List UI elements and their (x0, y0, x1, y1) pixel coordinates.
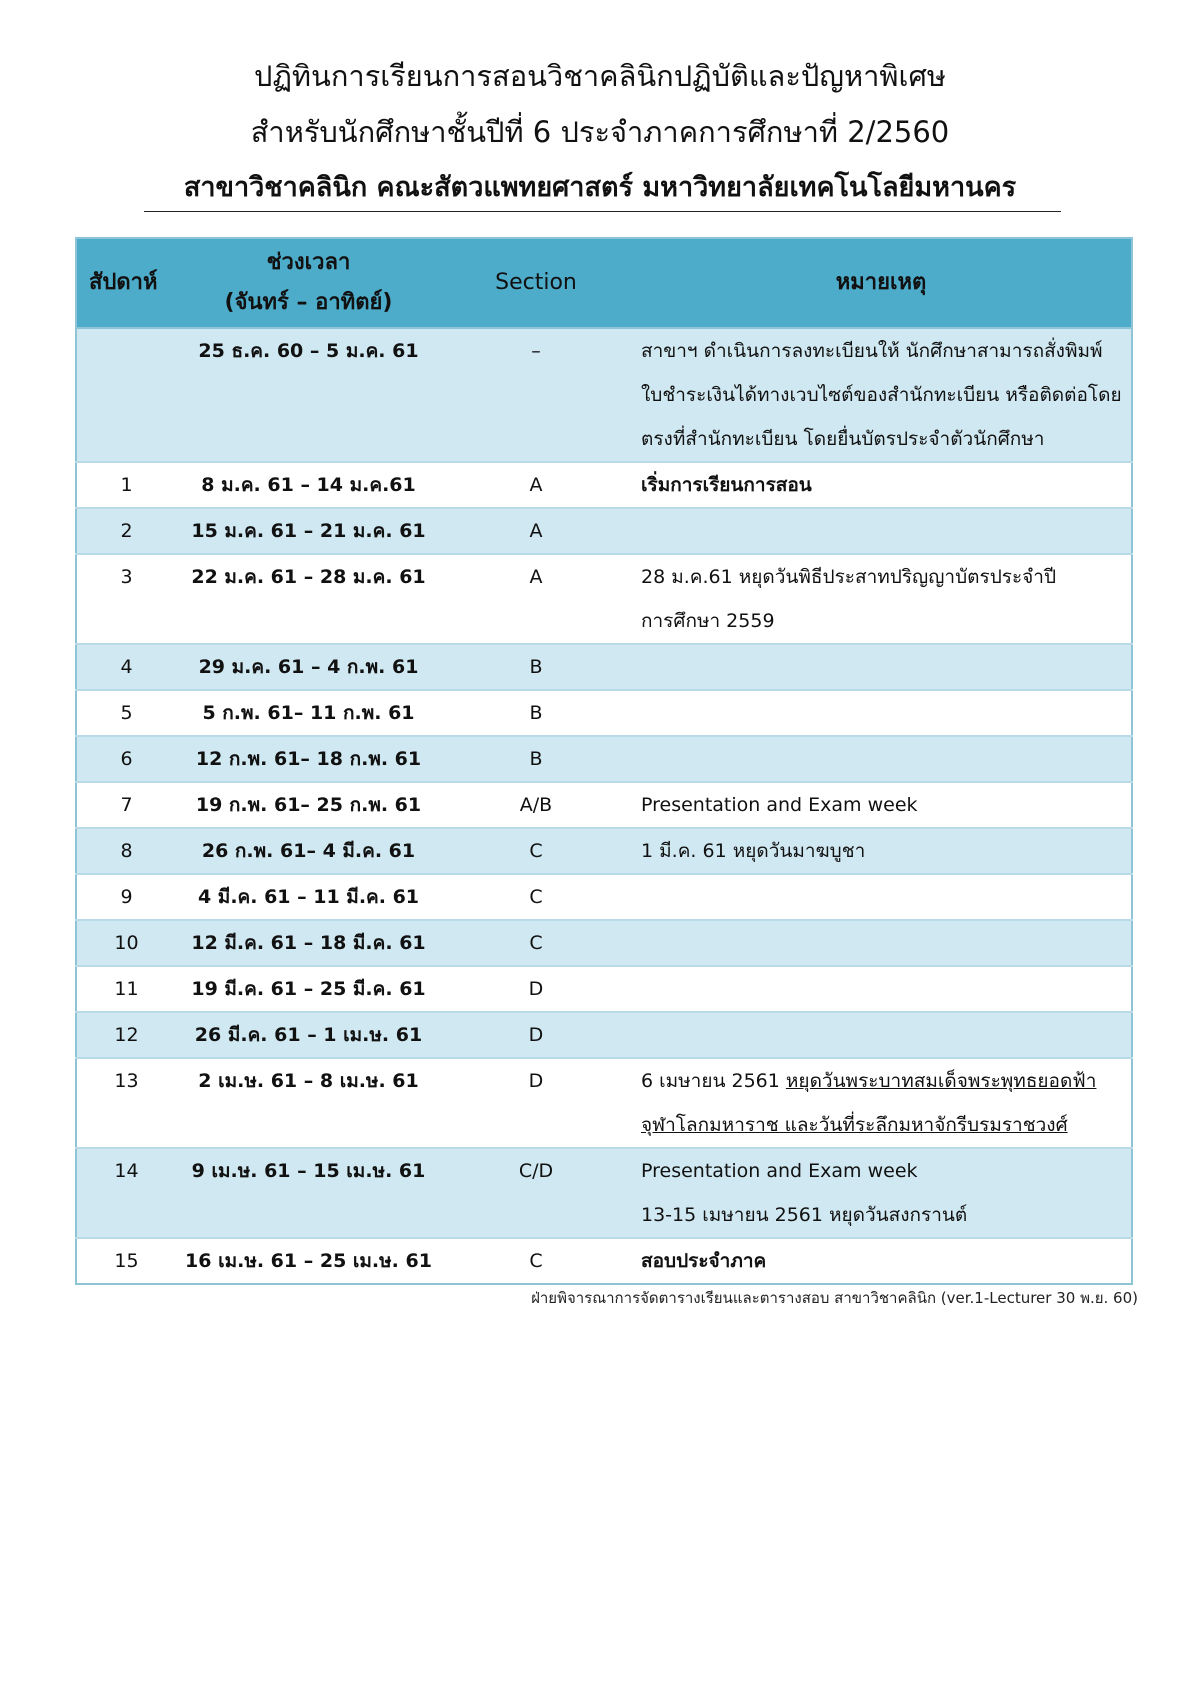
note-cell (631, 782, 1132, 828)
table-row (76, 782, 1132, 828)
title-line-2: สำหรับนักศึกษาชั้นปีที่ 6 ประจำภาคการศึกษาที่ 2/2560 (250, 115, 950, 149)
title-divider (144, 211, 1061, 212)
note-cell (631, 508, 1132, 554)
table-row (76, 1238, 1132, 1284)
period-cell: 25 ธ.ค. 60 – 5 ม.ค. 61 (176, 328, 441, 462)
header-week: สัปดาห์ (76, 238, 176, 328)
section-cell: D (441, 966, 631, 1012)
footer-credit: ฝ่ายพิจารณาการจัดตารางเรียนและตารางสอบ สาขาวิชาคลินิก (ver.1-Lecturer 30 พ.ย. 60) (531, 1289, 1138, 1307)
holiday-name: หยุดวันพระบาทสมเด็จพระพุทธยอดฟ้า (785, 1070, 1097, 1092)
week-cell: 3 (76, 554, 176, 644)
period-cell: 12 ก.พ. 61– 18 ก.พ. 61 (176, 736, 441, 782)
week-cell: 5 (76, 690, 176, 736)
note-cell (631, 554, 1132, 644)
note-line: เริ่มการเรียนการสอน (641, 474, 812, 496)
section-cell: A (441, 462, 631, 508)
note-cell (631, 690, 1132, 736)
table-row (76, 554, 1132, 644)
week-cell: 9 (76, 874, 176, 920)
period-cell: 5 ก.พ. 61– 11 ก.พ. 61 (176, 690, 441, 736)
note-line: 13-15 เมษายน 2561 หยุดวันสงกรานต์ (641, 1204, 968, 1226)
table-row (76, 328, 1132, 462)
section-cell: B (441, 690, 631, 736)
title-block (0, 48, 1200, 216)
table-row (76, 462, 1132, 508)
period-cell: 4 มี.ค. 61 – 11 มี.ค. 61 (176, 874, 441, 920)
note-cell (631, 1148, 1132, 1238)
holiday-date: 6 เมษายน 2561 (641, 1070, 786, 1092)
note-line: ใบชำระเงินได้ทางเวบไซต์ของสำนักทะเบียน หรือติดต่อโดย (641, 384, 1122, 406)
header-period-line-1: ช่วงเวลา (266, 250, 351, 275)
period-cell: 19 ก.พ. 61– 25 ก.พ. 61 (176, 782, 441, 828)
header-period-line-2: (จันทร์ – อาทิตย์) (224, 290, 393, 315)
section-cell: D (441, 1012, 631, 1058)
note-cell (631, 966, 1132, 1012)
note-cell (631, 828, 1132, 874)
note-cell (631, 328, 1132, 462)
note-cell (631, 920, 1132, 966)
note-line: 28 ม.ค.61 หยุดวันพิธีประสาทปริญญาบัตรประจำปี (641, 566, 1057, 588)
period-cell: 19 มี.ค. 61 – 25 มี.ค. 61 (176, 966, 441, 1012)
note-line: 1 มี.ค. 61 หยุดวันมาฆบูชา (641, 840, 866, 862)
table-row (76, 920, 1132, 966)
title-line-3: สาขาวิชาคลินิก คณะสัตวแพทยศาสตร์ มหาวิทยาลัยเทคโนโลยีมหานคร (183, 172, 1017, 203)
title-line-1: ปฏิทินการเรียนการสอนวิชาคลินิกปฏิบัติและปัญหาพิเศษ (254, 59, 946, 93)
period-cell: 22 ม.ค. 61 – 28 ม.ค. 61 (176, 554, 441, 644)
table-row (76, 690, 1132, 736)
note-cell (631, 462, 1132, 508)
week-cell: 4 (76, 644, 176, 690)
week-cell: 15 (76, 1238, 176, 1284)
section-cell: C (441, 1238, 631, 1284)
note-line: จุฬาโลกมหาราช และวันที่ระลึกมหาจักรีบรมราชวงศ์ (641, 1114, 1068, 1136)
table-row (76, 828, 1132, 874)
header-note: หมายเหตุ (631, 238, 1132, 328)
section-cell: A/B (441, 782, 631, 828)
week-cell: 8 (76, 828, 176, 874)
week-cell: 2 (76, 508, 176, 554)
header-section: Section (441, 238, 631, 328)
week-cell: 14 (76, 1148, 176, 1238)
section-cell: C/D (441, 1148, 631, 1238)
note-cell (631, 1058, 1132, 1148)
section-cell: D (441, 1058, 631, 1148)
table-row (76, 736, 1132, 782)
week-cell: 1 (76, 462, 176, 508)
period-cell: 15 ม.ค. 61 – 21 ม.ค. 61 (176, 508, 441, 554)
section-cell: B (441, 736, 631, 782)
note-line (641, 1059, 1123, 1103)
note-line: Presentation and Exam week (641, 1160, 918, 1182)
note-line: สาขาฯ ดำเนินการลงทะเบียนให้ นักศึกษาสามารถสั่งพิมพ์ (641, 340, 1103, 362)
table-row (76, 644, 1132, 690)
note-line: สอบประจำภาค (641, 1250, 767, 1272)
section-cell: A (441, 508, 631, 554)
section-cell: A (441, 554, 631, 644)
week-cell: 10 (76, 920, 176, 966)
section-cell: – (441, 328, 631, 462)
table-row (76, 508, 1132, 554)
note-cell (631, 874, 1132, 920)
note-cell (631, 1238, 1132, 1284)
section-cell: C (441, 920, 631, 966)
period-cell: 9 เม.ษ. 61 – 15 เม.ษ. 61 (176, 1148, 441, 1238)
table-row (76, 1058, 1132, 1148)
note-cell (631, 736, 1132, 782)
schedule-table (75, 237, 1133, 1285)
period-cell: 8 ม.ค. 61 – 14 ม.ค.61 (176, 462, 441, 508)
note-cell (631, 644, 1132, 690)
period-cell: 12 มี.ค. 61 – 18 มี.ค. 61 (176, 920, 441, 966)
table-header-row (76, 238, 1132, 328)
section-cell: C (441, 828, 631, 874)
week-cell: 11 (76, 966, 176, 1012)
table-row (76, 966, 1132, 1012)
week-cell: 7 (76, 782, 176, 828)
period-cell: 29 ม.ค. 61 – 4 ก.พ. 61 (176, 644, 441, 690)
table-row (76, 1012, 1132, 1058)
section-cell: B (441, 644, 631, 690)
period-cell: 2 เม.ษ. 61 – 8 เม.ษ. 61 (176, 1058, 441, 1148)
note-cell (631, 1012, 1132, 1058)
note-line: Presentation and Exam week (641, 794, 918, 816)
note-line: การศึกษา 2559 (641, 610, 775, 632)
table-row (76, 874, 1132, 920)
section-cell: C (441, 874, 631, 920)
note-line: ตรงที่สำนักทะเบียน โดยยื่นบัตรประจำตัวนักศึกษา (641, 428, 1045, 450)
week-cell: 12 (76, 1012, 176, 1058)
period-cell: 26 มี.ค. 61 – 1 เม.ษ. 61 (176, 1012, 441, 1058)
period-cell: 26 ก.พ. 61– 4 มี.ค. 61 (176, 828, 441, 874)
week-cell: 6 (76, 736, 176, 782)
header-period (176, 238, 441, 328)
week-cell: 13 (76, 1058, 176, 1148)
period-cell: 16 เม.ษ. 61 – 25 เม.ษ. 61 (176, 1238, 441, 1284)
table-row (76, 1148, 1132, 1238)
week-cell (76, 328, 176, 462)
